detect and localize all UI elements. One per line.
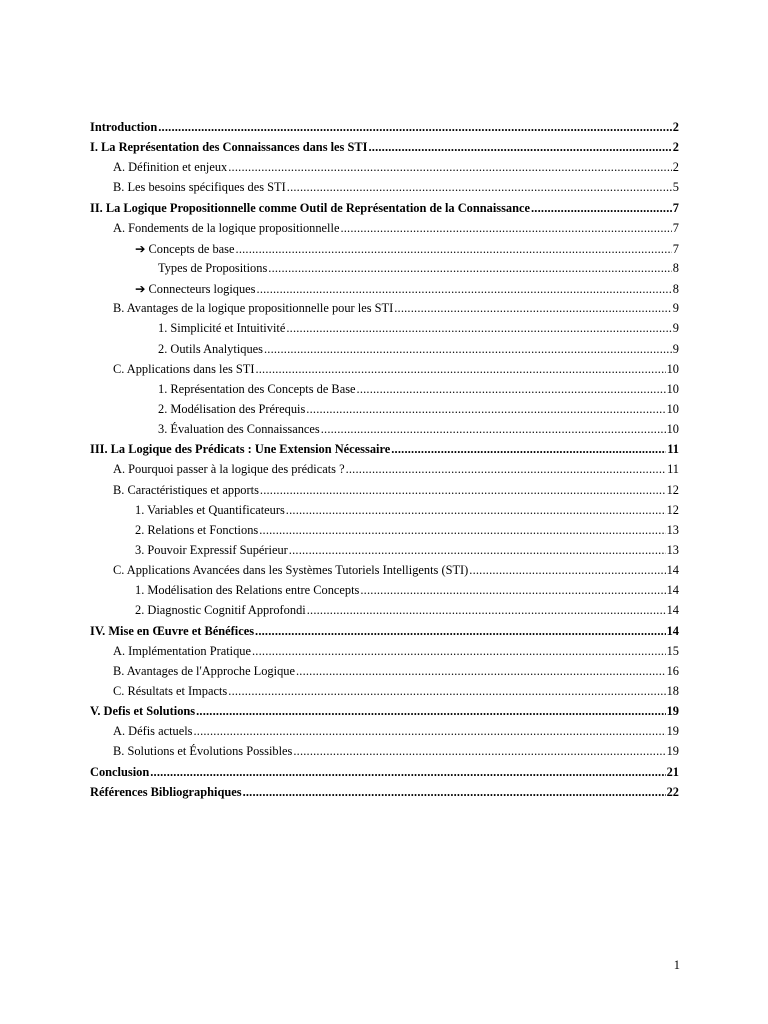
toc-entry-page: 19 (666, 704, 679, 719)
toc-entry[interactable] (90, 362, 679, 382)
toc-entry-page: 10 (666, 361, 679, 376)
toc-entry-page: 13 (666, 542, 679, 557)
toc-dot-leader (287, 180, 672, 195)
toc-dot-leader (158, 120, 672, 135)
toc-entry[interactable] (90, 563, 679, 583)
toc-entry-title: Conclusion (90, 764, 150, 779)
toc-dot-leader (306, 402, 665, 417)
table-of-contents (90, 120, 679, 805)
toc-entry[interactable] (90, 442, 679, 462)
toc-dot-leader (391, 442, 666, 457)
toc-entry-title: C. Applications Avancées dans les Systèmes Tutoriels Intelligents (STI) (113, 563, 469, 578)
toc-entry-title: 1. Variables et Quantificateurs (135, 502, 285, 517)
toc-entry[interactable] (90, 785, 679, 805)
toc-dot-leader (257, 282, 672, 297)
toc-entry-page: 7 (672, 220, 679, 235)
toc-entry[interactable] (90, 483, 679, 503)
toc-entry-title: 1. Représentation des Concepts de Base (158, 381, 356, 396)
toc-dot-leader (307, 603, 666, 618)
toc-entry-title: 2. Modélisation des Prérequis (158, 401, 306, 416)
toc-entry[interactable] (90, 321, 679, 341)
toc-entry-title: ➔ Connecteurs logiques (135, 282, 256, 297)
toc-entry-page: 5 (672, 180, 679, 195)
toc-entry[interactable] (90, 382, 679, 402)
toc-entry-page: 8 (672, 282, 679, 297)
toc-dot-leader (268, 261, 672, 276)
toc-dot-leader (259, 523, 665, 538)
toc-entry[interactable] (90, 744, 679, 764)
toc-entry-page: 12 (666, 482, 679, 497)
toc-entry[interactable] (90, 624, 679, 644)
toc-entry-title: IV. Mise en Œuvre et Bénéfices (90, 623, 255, 638)
toc-entry-title: A. Fondements de la logique propositionnelle (113, 220, 340, 235)
toc-entry-page: 15 (666, 643, 679, 658)
toc-entry-title: Introduction (90, 120, 158, 134)
toc-entry[interactable] (90, 684, 679, 704)
toc-entry-page: 19 (666, 724, 679, 739)
toc-entry-page: 2 (672, 160, 679, 175)
toc-entry[interactable] (90, 281, 679, 301)
toc-dot-leader (286, 321, 671, 336)
toc-dot-leader (321, 422, 666, 437)
toc-entry-title: 2. Diagnostic Cognitif Approfondi (135, 603, 306, 618)
toc-entry-title: C. Résultats et Impacts (113, 683, 228, 698)
toc-dot-leader (531, 201, 672, 216)
toc-entry-page: 22 (666, 784, 679, 799)
toc-dot-leader (255, 624, 666, 639)
toc-entry[interactable] (90, 765, 679, 785)
toc-entry-title: A. Définition et enjeux (113, 160, 228, 175)
toc-entry-title: ➔ Concepts de base (135, 241, 235, 256)
toc-entry-title: A. Implémentation Pratique (113, 643, 251, 658)
toc-entry-title: C. Applications dans les STI (113, 361, 255, 376)
toc-entry[interactable] (90, 422, 679, 442)
toc-entry[interactable] (90, 160, 679, 180)
toc-entry-page: 11 (667, 442, 679, 457)
toc-entry[interactable] (90, 140, 679, 160)
toc-entry-page: 2 (672, 120, 679, 134)
toc-entry-title: 1. Modélisation des Relations entre Concepts (135, 583, 360, 598)
toc-entry-page: 14 (666, 583, 679, 598)
toc-entry-title: 2. Outils Analytiques (158, 341, 263, 356)
toc-entry-page: 10 (666, 381, 679, 396)
toc-dot-leader (264, 342, 672, 357)
toc-entry-page: 21 (666, 764, 679, 779)
toc-entry-title: B. Caractéristiques et apports (113, 482, 259, 497)
toc-entry-title: Types de Propositions (158, 260, 268, 275)
toc-entry[interactable] (90, 180, 679, 200)
toc-entry-title: III. La Logique des Prédicats : Une Extension Nécessaire (90, 442, 391, 457)
toc-dot-leader (360, 583, 665, 598)
toc-entry-title: 2. Relations et Fonctions (135, 522, 259, 537)
toc-entry-page: 10 (666, 422, 679, 437)
toc-entry-title: Références Bibliographiques (90, 784, 242, 799)
toc-entry-page: 14 (666, 603, 679, 618)
toc-entry-page: 7 (672, 200, 679, 215)
toc-entry-page: 9 (672, 301, 679, 316)
toc-entry[interactable] (90, 543, 679, 563)
toc-dot-leader (296, 664, 666, 679)
toc-dot-leader (255, 362, 665, 377)
toc-entry[interactable] (90, 503, 679, 523)
toc-dot-leader (193, 724, 665, 739)
toc-entry-page: 9 (672, 341, 679, 356)
toc-entry[interactable] (90, 603, 679, 623)
toc-entry[interactable] (90, 261, 679, 281)
page-number: 1 (673, 958, 680, 972)
toc-entry-title: A. Défis actuels (113, 724, 193, 739)
toc-entry-page: 14 (666, 623, 679, 638)
toc-dot-leader (289, 543, 666, 558)
toc-dot-leader (286, 503, 666, 518)
toc-entry[interactable] (90, 724, 679, 744)
toc-entry[interactable] (90, 201, 679, 221)
toc-dot-leader (252, 644, 666, 659)
toc-entry[interactable] (90, 221, 679, 241)
toc-entry-title: 3. Évaluation des Connaissances (158, 422, 320, 437)
toc-entry[interactable] (90, 402, 679, 422)
toc-entry[interactable] (90, 342, 679, 362)
toc-dot-leader (340, 221, 671, 236)
toc-entry-page: 2 (672, 140, 679, 155)
toc-entry-title: B. Solutions et Évolutions Possibles (113, 744, 293, 759)
toc-entry[interactable] (90, 462, 679, 482)
toc-entry-page: 11 (667, 462, 679, 477)
toc-entry[interactable] (90, 664, 679, 684)
toc-dot-leader (236, 242, 672, 257)
toc-dot-leader (394, 301, 672, 316)
toc-entry[interactable] (90, 301, 679, 321)
toc-entry[interactable] (90, 583, 679, 603)
toc-entry-title: I. La Représentation des Connaissances dans les STI (90, 140, 368, 155)
toc-dot-leader (293, 744, 665, 759)
toc-entry-title: A. Pourquoi passer à la logique des prédicats ? (113, 462, 345, 477)
toc-entry-page: 13 (666, 522, 679, 537)
toc-entry[interactable] (90, 523, 679, 543)
toc-dot-leader (228, 160, 672, 175)
toc-dot-leader (243, 785, 666, 800)
toc-dot-leader (346, 462, 666, 477)
toc-entry[interactable] (90, 704, 679, 724)
toc-entry-page: 18 (666, 683, 679, 698)
toc-dot-leader (196, 704, 666, 719)
toc-entry-title: 3. Pouvoir Expressif Supérieur (135, 542, 288, 557)
toc-entry-page: 8 (672, 260, 679, 275)
toc-entry-page: 19 (666, 744, 679, 759)
toc-dot-leader (260, 483, 666, 498)
toc-entry[interactable] (90, 120, 679, 140)
toc-entry-page: 14 (666, 563, 679, 578)
toc-entry-title: B. Avantages de l'Approche Logique (113, 663, 295, 678)
toc-dot-leader (368, 140, 671, 155)
toc-entry-page: 9 (672, 321, 679, 336)
toc-entry-title: 1. Simplicité et Intuitivité (158, 321, 286, 336)
toc-dot-leader (357, 382, 666, 397)
toc-entry-title: II. La Logique Propositionnelle comme Outil de Représentation de la Connaissance (90, 200, 530, 215)
toc-entry[interactable] (90, 241, 679, 261)
toc-entry-title: V. Defis et Solutions (90, 704, 196, 719)
toc-entry-page: 10 (666, 401, 679, 416)
toc-entry-title: B. Avantages de la logique propositionnelle pour les STI (113, 301, 394, 316)
toc-dot-leader (469, 563, 665, 578)
toc-entry-page: 12 (666, 502, 679, 517)
toc-dot-leader (228, 684, 665, 699)
toc-entry-title: B. Les besoins spécifiques des STI (113, 180, 286, 195)
toc-entry[interactable] (90, 644, 679, 664)
toc-dot-leader (150, 765, 665, 780)
toc-entry-page: 16 (666, 663, 679, 678)
toc-entry-page: 7 (672, 241, 679, 256)
